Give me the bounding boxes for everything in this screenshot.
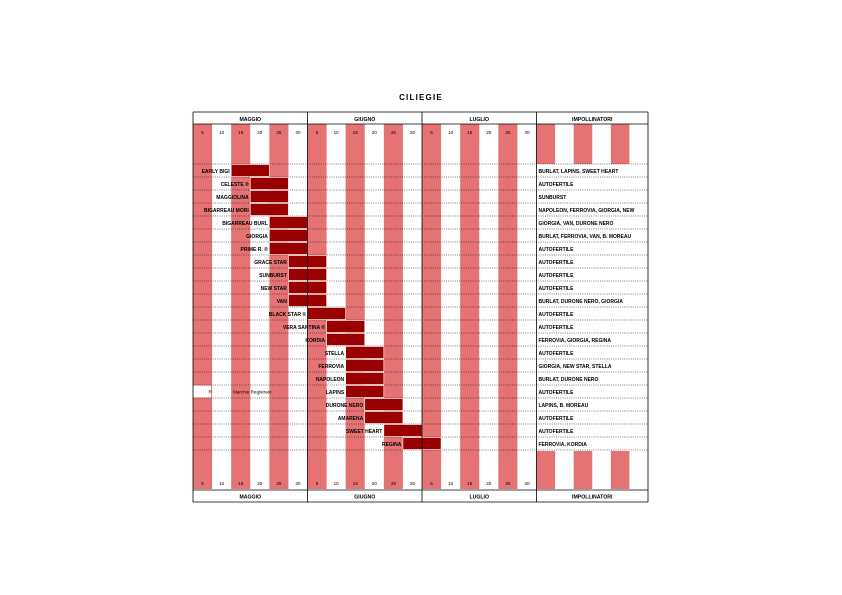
- harvest-bar: [346, 386, 384, 398]
- pollinator-label: AUTOFERTILE: [538, 181, 574, 188]
- harvest-bar: [250, 204, 288, 216]
- chart-title: CILIEGIE: [399, 93, 443, 102]
- day-tick-label: 10: [333, 130, 339, 135]
- variety-label: VERA SANTINA ®: [282, 324, 326, 331]
- pollinator-label: SUNBURST: [538, 194, 567, 201]
- variety-label: BIGARREAU BURL: [222, 220, 268, 227]
- pollinator-label: AUTOFERTILE: [538, 324, 574, 331]
- day-tick-label: 5: [201, 130, 204, 135]
- variety-label: KORDIA: [305, 337, 326, 344]
- pollinator-label: AUTOFERTILE: [538, 415, 574, 422]
- pollinator-label: AUTOFERTILE: [538, 246, 574, 253]
- harvest-bar: [365, 399, 403, 411]
- day-tick-label: 5: [201, 481, 204, 486]
- pollinator-label: AUTOFERTILE: [538, 272, 574, 279]
- variety-label: FERROVIA: [318, 363, 345, 370]
- month-header: MAGGIO: [239, 117, 262, 123]
- day-stripe: [498, 124, 517, 489]
- harvest-bar: [308, 308, 346, 320]
- pollinator-stripe: [574, 124, 593, 164]
- harvest-bar: [231, 165, 269, 177]
- pollinator-label: FERROVIA, GIORGIA, REGINA: [538, 337, 612, 344]
- variety-label: REGINA: [381, 441, 402, 448]
- day-tick-label: 10: [333, 481, 339, 486]
- pollinator-label: AUTOFERTILE: [538, 285, 574, 292]
- pollinator-label: GIORGIA, VAN, DURONE NERO: [538, 220, 614, 227]
- day-tick-label: 30: [409, 481, 416, 486]
- variety-label: AMARENA: [337, 415, 364, 422]
- pollinator-stripe: [574, 451, 593, 489]
- day-tick-label: 25: [505, 481, 511, 486]
- day-tick-label: 30: [524, 481, 530, 486]
- month-footer: GIUGNO: [354, 494, 376, 501]
- pollinator-footer: IMPOLLINATORI: [572, 494, 613, 501]
- pollinator-stripe: [611, 124, 630, 164]
- harvest-bar: [346, 360, 384, 372]
- day-tick-label: 30: [295, 481, 301, 486]
- day-tick-label: 20: [371, 130, 377, 135]
- pollinator-label: BURLAT, LAPINS, SWEET HEART: [538, 168, 619, 175]
- pollinator-label: AUTOFERTILE: [538, 259, 574, 266]
- day-tick-label: 25: [505, 130, 511, 135]
- pollinator-label: BURLAT, DURONE NERO: [538, 376, 599, 383]
- harvest-bar: [250, 178, 288, 190]
- variety-label: EARLY BIGI: [201, 168, 230, 175]
- variety-label: SWEET HEART: [345, 428, 383, 435]
- variety-label: BLACK STAR ®: [268, 311, 306, 318]
- day-stripe: [460, 124, 479, 489]
- day-tick-label: 5: [430, 130, 433, 135]
- harvest-bar: [250, 191, 288, 203]
- day-tick-label: 20: [257, 130, 263, 135]
- harvest-bar: [269, 230, 307, 242]
- harvest-bar: [269, 217, 307, 229]
- harvest-bar: [346, 373, 384, 385]
- day-tick-label: 15: [467, 481, 473, 486]
- pollinator-label: GIORGIA, NEW STAR, STELLA: [538, 363, 612, 370]
- day-tick-label: 15: [352, 481, 358, 486]
- harvest-bar: [327, 321, 365, 333]
- pollinator-stripe: [537, 124, 556, 164]
- day-tick-label: 20: [486, 481, 492, 486]
- day-tick-label: 25: [390, 130, 396, 135]
- day-tick-label: 5: [315, 130, 319, 135]
- day-stripe: [193, 124, 212, 489]
- pollinator-stripe: [611, 451, 630, 489]
- month-footer: LUGLIO: [469, 494, 490, 501]
- day-tick-label: 15: [467, 130, 473, 135]
- variety-label: STELLA: [324, 350, 345, 357]
- legend-symbol: ®: [208, 389, 212, 395]
- harvest-bar: [346, 347, 384, 359]
- variety-label: NEW STAR: [260, 285, 287, 292]
- day-tick-label: 15: [238, 481, 244, 486]
- pollinator-label: LAPINS, B. MOREAU: [538, 402, 589, 409]
- variety-label: CELESTE ®: [220, 181, 249, 188]
- day-tick-label: 30: [524, 130, 530, 135]
- legend-note: Marchio Registrato: [233, 389, 272, 395]
- pollinator-label: AUTOFERTILE: [538, 389, 574, 396]
- day-tick-label: 25: [390, 481, 396, 486]
- day-tick-label: 25: [276, 481, 282, 486]
- harvest-bar: [269, 243, 307, 255]
- pollinator-label: AUTOFERTILE: [538, 311, 574, 318]
- month-footer: MAGGIO: [239, 494, 262, 501]
- variety-label: BIGARREAU MORI: [204, 207, 249, 214]
- day-tick-label: 15: [238, 130, 244, 135]
- variety-label: SUNBURST: [259, 272, 287, 279]
- variety-label: DURONE NERO: [325, 402, 364, 409]
- variety-label: LAPINS: [325, 389, 345, 396]
- pollinator-label: BURLAT, FERROVIA, VAN, B. MOREAU: [538, 233, 632, 240]
- variety-label: PRIME R. ®: [240, 246, 268, 253]
- pollinator-label: AUTOFERTILE: [538, 428, 574, 435]
- harvest-bar: [365, 412, 403, 424]
- day-stripe: [231, 124, 250, 489]
- day-tick-label: 20: [486, 130, 492, 135]
- day-stripe: [422, 124, 441, 489]
- day-tick-label: 25: [276, 130, 282, 135]
- variety-label: NAPOLEON: [315, 376, 345, 383]
- day-tick-label: 30: [295, 130, 301, 135]
- pollinator-label: BURLAT, DURONE NERO, GIORGIA: [538, 298, 623, 305]
- pollinator-header: IMPOLLINATORI: [572, 117, 613, 123]
- day-tick-label: 5: [430, 481, 433, 486]
- day-tick-label: 10: [219, 481, 225, 486]
- day-tick-label: 15: [352, 130, 358, 135]
- month-header: LUGLIO: [469, 117, 490, 123]
- day-tick-label: 10: [448, 481, 454, 486]
- day-tick-label: 20: [371, 481, 377, 486]
- pollinator-label: NAPOLEON, FERROVIA, GIORGIA, NEW: [538, 207, 635, 214]
- day-tick-label: 20: [257, 481, 263, 486]
- variety-label: MAGGIOLINA: [216, 194, 249, 201]
- month-header: GIUGNO: [354, 117, 376, 123]
- pollinator-stripe: [537, 451, 556, 489]
- day-tick-label: 10: [448, 130, 454, 135]
- day-tick-label: 10: [219, 130, 225, 135]
- variety-label: GIORGIA: [246, 233, 268, 240]
- pollinator-label: AUTOFERTILE: [538, 350, 574, 357]
- day-tick-label: 5: [315, 481, 319, 486]
- day-tick-label: 30: [409, 130, 416, 135]
- harvest-bar: [384, 425, 422, 437]
- variety-label: VAN: [276, 298, 287, 305]
- variety-label: GRACE STAR: [254, 259, 287, 266]
- harvest-bar: [327, 334, 365, 346]
- pollinator-label: FERROVIA, KORDIA: [538, 441, 587, 448]
